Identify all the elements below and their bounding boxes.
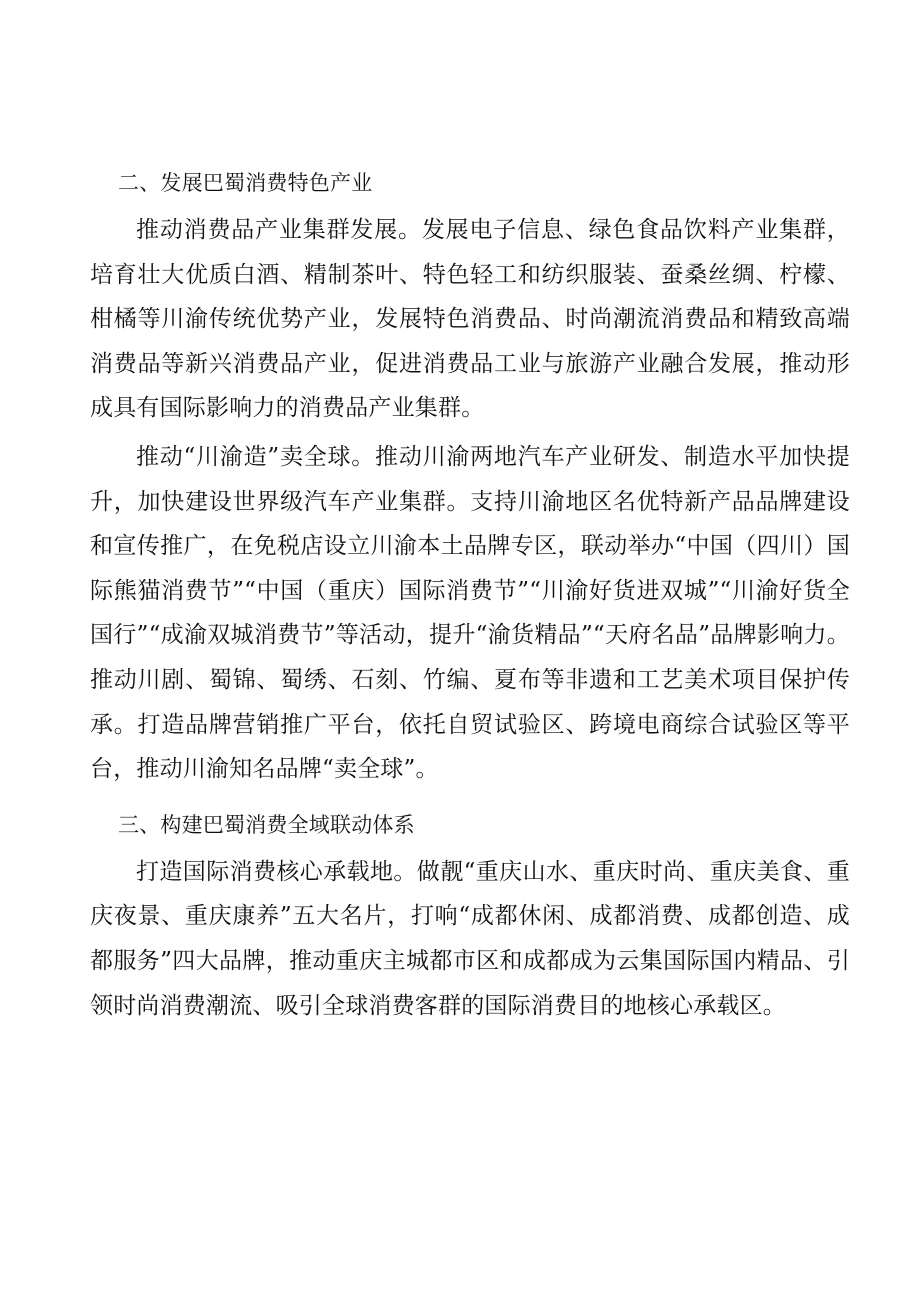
paragraph-core-carrier: 打造国际消费核心承载地。做靓“重庆山水、重庆时尚、重庆美食、重庆夜景、重庆康养”五大名片，打响“成都休闲、成都消费、成都创造、成都服务”四大品牌，推动重庆主城都市区和成都成为云集国际国内精品、引领时尚消费潮流、吸引全球消费客群的国际消费目的地核心承载区。 bbox=[90, 858, 850, 1019]
paragraph-sell-globally: 推动“川渝造”卖全球。推动川渝两地汽车产业研发、制造水平加快提升，加快建设世界级汽车产业集群。支持川渝地区名优特新产品品牌建设和宣传推广，在免税店设立川渝本土品牌专区，联动举办“中国（四川）国际熊猫消费节”“中国（重庆）国际消费节”“川渝好货进双城”“川渝好货全国行”“成渝双城消费节”等活动，提升“渝货精品”“天府名品”品牌影响力。推动川剧、蜀锦、蜀绣、石刻、竹编、夏布等非遗和工艺美术项目保护传承。打造品牌营销推广平台，依托自贸试验区、跨境电商综合试验区等平台，推动川渝知名品牌“卖全球”。 bbox=[90, 443, 850, 783]
section-heading-industry: 二、发展巴蜀消费特色产业 bbox=[118, 171, 373, 195]
section-heading-linkage-system: 三、构建巴蜀消费全域联动体系 bbox=[118, 812, 415, 837]
document-body bbox=[90, 158, 850, 1028]
paragraph-consumer-goods-cluster: 推动消费品产业集群发展。发展电子信息、绿色食品饮料产业集群，培育壮大优质白酒、精制茶叶、特色轻工和纺织服装、蚕桑丝绸、柠檬、柑橘等川渝传统优势产业，发展特色消费品、时尚潮流消费品和精致高端消费品等新兴消费品产业，促进消费品工业与旅游产业融合发展，推动形成具有国际影响力的消费品产业集群。 bbox=[90, 217, 850, 422]
section-spacer bbox=[90, 792, 850, 800]
